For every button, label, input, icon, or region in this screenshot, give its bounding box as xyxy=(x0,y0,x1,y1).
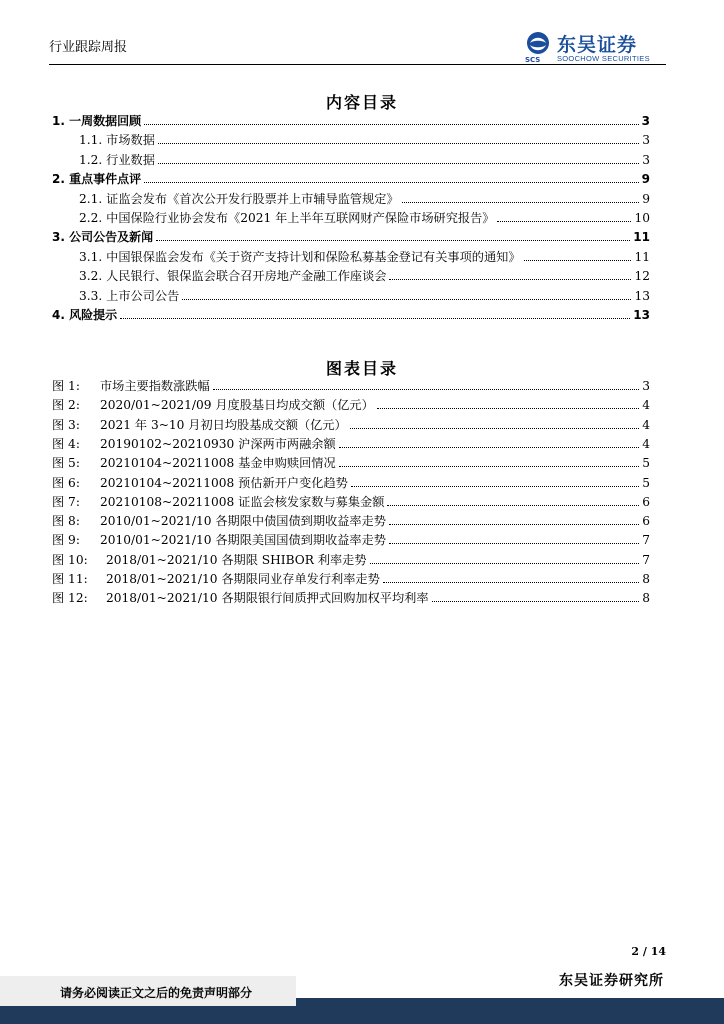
toc-item-label: 2.1. 证监会发布《首次公开发行股票并上市辅导监管规定》 xyxy=(79,191,399,206)
toc-item-page: 3 xyxy=(642,152,650,167)
toc-item-label: 3.2. 人民银行、银保监会联合召开房地产金融工作座谈会 xyxy=(79,269,387,284)
figure-leader-dots xyxy=(350,418,639,429)
figure-leader-dots xyxy=(339,456,640,467)
figure-label: 图 9: xyxy=(52,533,80,548)
figure-label: 图 6: xyxy=(52,475,80,490)
toc-item[interactable] xyxy=(79,267,650,285)
figure-list-item[interactable] xyxy=(52,512,650,530)
figure-page: 6 xyxy=(642,514,650,529)
toc-leader-dots xyxy=(524,250,632,261)
toc-item-page: 11 xyxy=(633,230,650,245)
toc-leader-dots xyxy=(144,114,639,125)
figure-label: 图 12: xyxy=(52,591,88,606)
figure-leader-dots xyxy=(389,533,639,544)
toc-leader-dots xyxy=(158,133,639,144)
toc-leader-dots xyxy=(144,172,639,183)
toc-item[interactable] xyxy=(79,287,650,305)
brand-name-cn: 东吴证券 xyxy=(557,34,638,56)
toc-leader-dots xyxy=(389,269,631,280)
figure-list-item[interactable] xyxy=(52,396,650,414)
toc-item[interactable] xyxy=(79,131,650,149)
toc-leader-dots xyxy=(402,192,640,203)
figure-title: 市场主要指数涨跌幅 xyxy=(100,379,210,393)
toc-item-page: 9 xyxy=(642,191,650,206)
toc-item[interactable] xyxy=(79,209,650,227)
figure-leader-dots xyxy=(370,553,640,564)
figure-label: 图 2: xyxy=(52,398,80,413)
figure-label: 图 4: xyxy=(52,436,80,451)
figure-label: 图 8: xyxy=(52,514,80,529)
figure-page: 4 xyxy=(642,398,650,413)
disclaimer-text: 请务必阅读正文之后的免责声明部分 xyxy=(60,986,253,1000)
figure-label: 图 5: xyxy=(52,456,80,471)
toc-leader-dots xyxy=(497,211,631,222)
toc-leader-dots xyxy=(120,308,630,319)
figure-label: 图 3: xyxy=(52,417,80,432)
figure-leader-dots xyxy=(377,398,639,409)
figure-label: 图 10: xyxy=(52,552,88,567)
figure-list-item[interactable] xyxy=(52,435,650,453)
toc-item[interactable] xyxy=(79,151,650,169)
figure-label: 图 11: xyxy=(52,572,88,586)
header-divider xyxy=(49,64,666,65)
figure-page: 3 xyxy=(642,379,650,393)
figure-title: 2018/01~2021/10 各期限同业存单发行利率走势 xyxy=(106,572,380,586)
toc-item[interactable] xyxy=(79,248,650,266)
toc-item-page: 13 xyxy=(633,308,650,322)
figure-title: 2010/01~2021/10 各期限美国国债到期收益率走势 xyxy=(100,533,386,548)
toc-item-label: 2. 重点事件点评 xyxy=(52,172,142,187)
figure-page: 7 xyxy=(642,533,650,548)
footer-organization: 东吴证券研究所 xyxy=(559,973,664,989)
figure-title: 20210104~20211008 预估新开户变化趋势 xyxy=(100,475,348,490)
figure-title: 20210108~20211008 证监会核发家数与募集金额 xyxy=(100,494,385,509)
toc-leader-dots xyxy=(182,289,631,300)
toc-item[interactable] xyxy=(79,190,650,208)
figure-title: 20190102~20210930 沪深两市两融余额 xyxy=(100,436,336,451)
toc-item-page: 12 xyxy=(634,269,650,284)
figure-list-item[interactable] xyxy=(52,416,650,434)
toc-item-label: 3.3. 上市公司公告 xyxy=(79,288,180,303)
toc-item-page: 3 xyxy=(642,133,650,148)
toc-item[interactable] xyxy=(52,112,650,130)
figure-title: 20210104~20211008 基金申购赎回情况 xyxy=(100,456,336,471)
disclaimer-box xyxy=(0,976,296,1006)
toc-item[interactable] xyxy=(52,170,650,188)
toc-item-label: 1.1. 市场数据 xyxy=(79,133,155,148)
page-number: 2 / 14 xyxy=(631,945,666,958)
toc-item-page: 10 xyxy=(634,211,650,225)
figure-list-item[interactable] xyxy=(52,589,650,607)
report-category: 行业跟踪周报 xyxy=(49,40,128,55)
toc-item-label: 1.2. 行业数据 xyxy=(79,152,155,167)
figure-leader-dots xyxy=(339,437,640,448)
toc-item-label: 3.1. 中国银保监会发布《关于资产支持计划和保险私募基金登记有关事项的通知》 xyxy=(79,249,521,264)
svg-text:SCS: SCS xyxy=(525,56,541,64)
toc-item-label: 2.2. 中国保险行业协会发布《2021 年上半年互联网财产保险市场研究报告》 xyxy=(79,211,495,225)
toc-item[interactable] xyxy=(52,228,650,246)
toc-item-page: 3 xyxy=(641,114,650,128)
figure-leader-dots xyxy=(389,514,639,525)
brand-name-en: SOOCHOW SECURITIES xyxy=(557,54,650,63)
figure-list-item[interactable] xyxy=(52,493,650,511)
figure-page: 6 xyxy=(642,494,650,509)
figure-leader-dots xyxy=(351,476,639,487)
figure-label: 图 7: xyxy=(52,494,80,509)
soochow-logo-icon xyxy=(523,30,553,64)
figure-title: 2018/01~2021/10 各期限银行间质押式回购加权平均利率 xyxy=(106,591,429,606)
figure-list-item[interactable] xyxy=(52,551,650,569)
figure-list-item[interactable] xyxy=(52,474,650,492)
figures-title: 图表目录 xyxy=(325,359,398,378)
figure-leader-dots xyxy=(383,572,639,583)
toc-item-page: 9 xyxy=(641,172,650,187)
toc-title: 内容目录 xyxy=(325,93,398,112)
toc-item[interactable] xyxy=(52,306,650,324)
toc-item-page: 11 xyxy=(634,249,650,264)
toc-leader-dots xyxy=(158,153,639,164)
figure-page: 4 xyxy=(642,436,650,451)
figure-page: 5 xyxy=(642,456,650,471)
toc-item-label: 1. 一周数据回顾 xyxy=(52,114,142,128)
figure-page: 8 xyxy=(642,591,650,606)
figure-page: 8 xyxy=(642,572,650,586)
figure-label: 图 1: xyxy=(52,379,80,393)
figure-title: 2018/01~2021/10 各期限 SHIBOR 利率走势 xyxy=(106,552,367,567)
figure-list-item[interactable] xyxy=(52,570,650,588)
figure-leader-dots xyxy=(432,591,640,602)
figure-page: 4 xyxy=(642,417,650,432)
toc-item-label: 3. 公司公告及新闻 xyxy=(52,230,154,245)
toc-item-label: 4. 风险提示 xyxy=(52,308,118,322)
figure-title: 2021 年 3~10 月初日均股基成交额（亿元） xyxy=(100,417,347,432)
figure-leader-dots xyxy=(387,495,639,506)
figure-title: 2010/01~2021/10 各期限中债国债到期收益率走势 xyxy=(100,514,386,529)
figure-list-item[interactable] xyxy=(52,531,650,549)
figure-list-item[interactable] xyxy=(52,454,650,472)
brand-logo xyxy=(523,30,673,64)
toc-item-page: 13 xyxy=(634,288,650,303)
figure-leader-dots xyxy=(213,379,640,390)
toc-leader-dots xyxy=(156,230,630,241)
figure-page: 7 xyxy=(642,552,650,567)
figure-title: 2020/01~2021/09 月度股基日均成交额（亿元） xyxy=(100,398,374,413)
figure-list-item[interactable] xyxy=(52,377,650,395)
figure-page: 5 xyxy=(642,475,650,490)
